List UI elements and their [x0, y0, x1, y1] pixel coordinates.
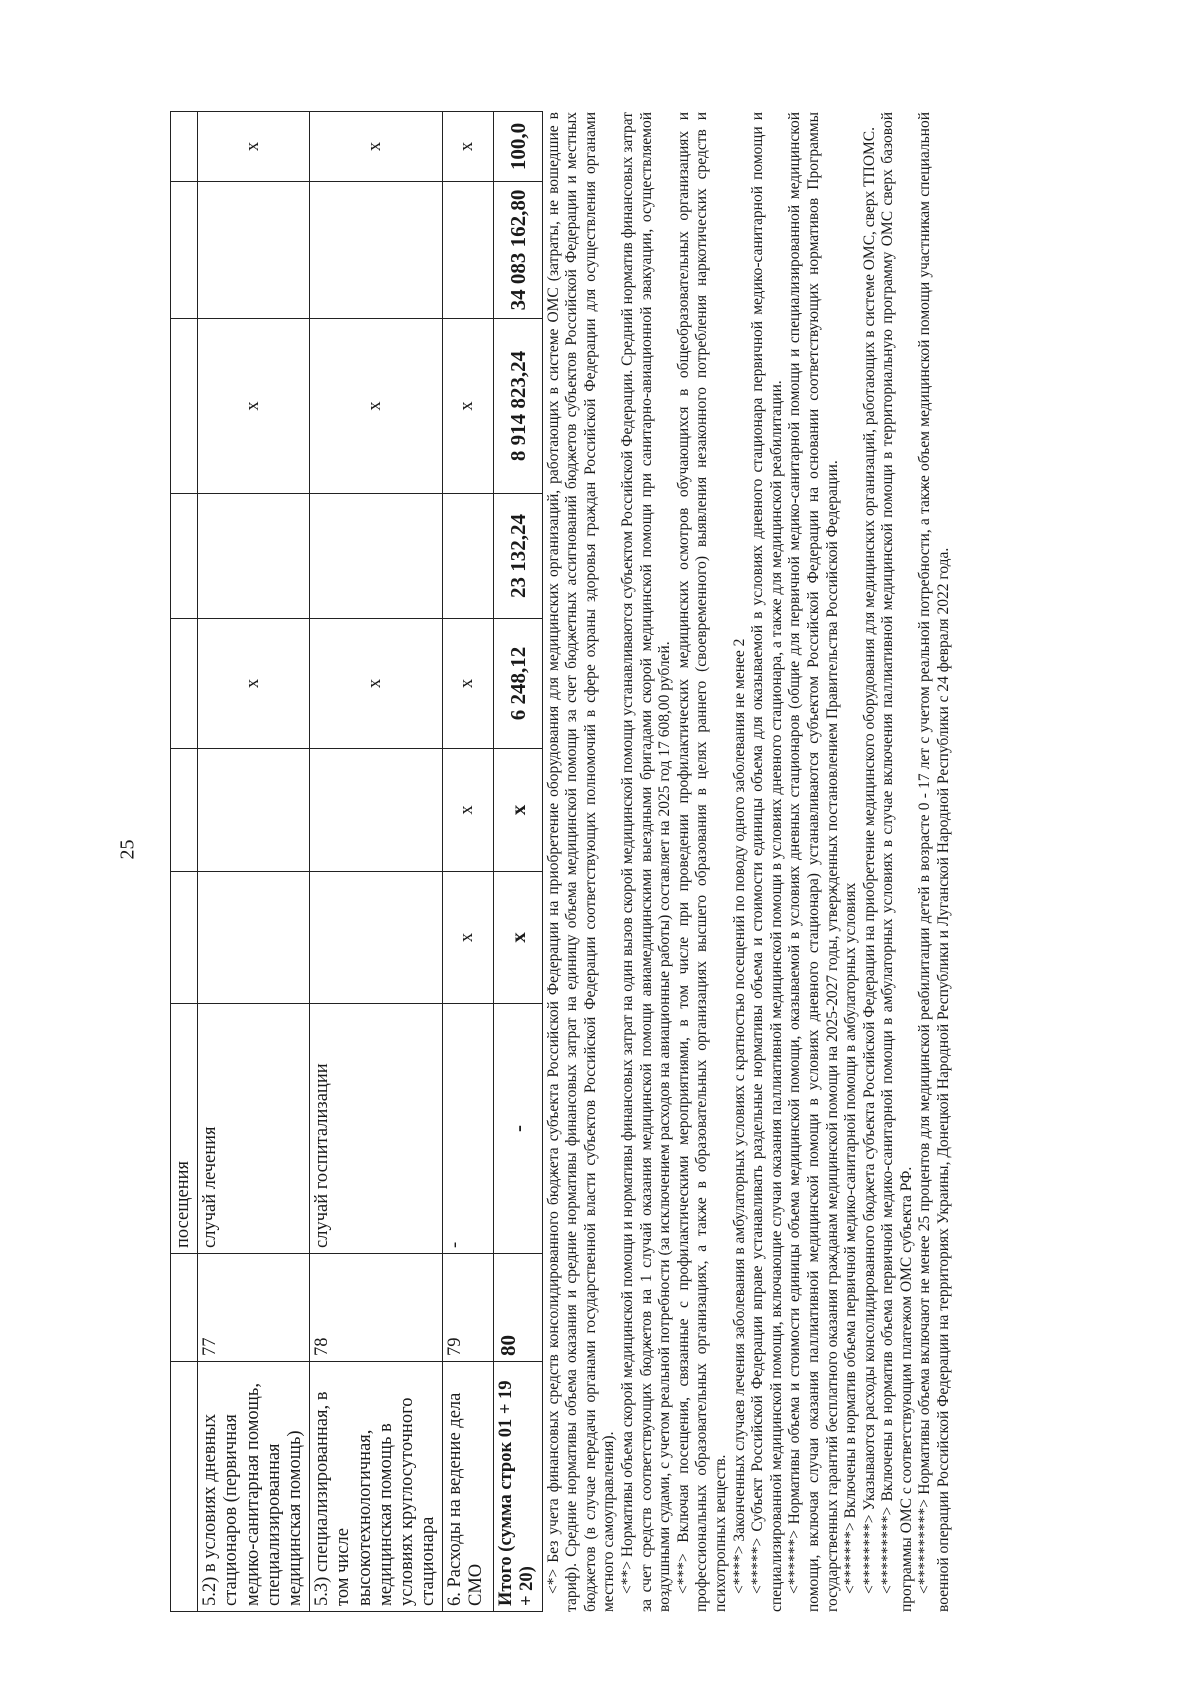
- footnote: <*> Без учета финансовых средств консолидированного бюджета субъекта Российской Федерации на приобретение оборудования для медицинских организаций, работающих в системе ОМС (затраты, не вошедшие в тариф). Средние нормативы объема оказания и средние нормативы финансовых затрат на единицу объема медицинской помощи за счет бюджетных ассигнований бюджетов субъектов Российской Федерации и местных бюджетов (в случае передачи органами государственной власти субъектов Российской Федерации соответствующих полномочий в сфере охраны здоровья граждан Российской Федерации для осуществления органами местного самоуправления).: [544, 112, 618, 1612]
- cell: [198, 872, 310, 1004]
- cell: [442, 182, 493, 319]
- row-unit: случай госпитализации: [310, 1004, 443, 1254]
- footnote: <***> Включая посещения, связанные с профилактическими мероприятиями, в том числе при проведении профилактических медицинских осмотров обучающихся в общеобразовательных организациях и профессиональных образовательных организациях, а также в образовательных организациях высшего образования в целях раннего (своевременного) выявления незаконного потребления наркотических средств и психотропных веществ.: [674, 112, 729, 1612]
- cell: х: [493, 872, 542, 1004]
- cell: х: [493, 749, 542, 872]
- row-number: 79: [442, 1254, 493, 1362]
- row-number: 77: [198, 1254, 310, 1362]
- row-name: Итого (сумма строк 01 + 19 + 20): [493, 1362, 542, 1612]
- page-number: 25: [116, 839, 139, 860]
- cell: х: [198, 319, 310, 494]
- cell: [442, 494, 493, 619]
- cell: 34 083 162,80: [493, 182, 542, 319]
- cell: 6 248,12: [493, 619, 542, 749]
- cell: х: [442, 619, 493, 749]
- financing-table: [170, 111, 543, 1612]
- header-fragment: посещения: [171, 1004, 198, 1254]
- cell: х: [198, 112, 310, 182]
- cell: 100,0: [493, 112, 542, 182]
- cell: х: [442, 112, 493, 182]
- cell: [310, 494, 443, 619]
- rotated-content: [170, 112, 1200, 1612]
- table-row: [442, 112, 493, 1612]
- cell: х: [310, 319, 443, 494]
- cell: 8 914 823,24: [493, 319, 542, 494]
- cell: х: [310, 619, 443, 749]
- footnote: <*********> Включены в норматив объема первичной медико-санитарной помощи в амбулаторных условиях в случае включения паллиативной медицинской помощи в территориальную программу ОМС сверх базовой программы ОМС с соответствующим платежом ОМС субъекта РФ.: [879, 112, 915, 1612]
- cell: [310, 182, 443, 319]
- cell: [310, 749, 443, 872]
- row-number: 80: [493, 1254, 542, 1362]
- cell: х: [198, 619, 310, 749]
- cell: х: [442, 749, 493, 872]
- table-row: [171, 112, 198, 1612]
- footnotes: [543, 112, 954, 1612]
- row-unit: -: [442, 1004, 493, 1254]
- footnote: <********> Указываются расходы консолидированного бюджета субъекта Российской Федерации на приобретение медицинского оборудования для медицинских организаций, работающих в системе ОМС, сверх ТПОМС.: [860, 126, 878, 1594]
- cell: [198, 182, 310, 319]
- footnote: <**> Нормативы объема скорой медицинской помощи и нормативы финансовых затрат на один вызов скорой медицинской помощи устанавливаются субъектом Российской Федерации. Средний норматив финансовых затрат за счет средств соответствующих бюджетов на 1 случай оказания медицинской помощи авиамедицинскими выездными бригадами скорой медицинской помощи при санитарно-авиационной эвакуации, осуществляемой воздушными судами, с учетом реальной потребности (за исключением расходов на авиационные работы) составляет на 2025 год 17 608,00 рублей.: [618, 112, 674, 1612]
- row-unit: -: [493, 1004, 542, 1254]
- footnote: <*****> Субъект Российской Федерации вправе устанавливать раздельные нормативы объема и стоимости единицы объема для оказываемой в условиях дневного стационара первичной медико-санитарной помощи и специализированной медицинской помощи, включающие случаи оказания паллиативной медицинской помощи в условиях дневного стационара, а также для медицинской реабилитации.: [749, 112, 785, 1612]
- cell: 23 132,24: [493, 494, 542, 619]
- row-name: 5.3) специализированная, в том числе высокотехнологичная, медицинская помощь в условиях круглосуточного стационара: [310, 1362, 443, 1612]
- cell: [310, 872, 443, 1004]
- table-row: [198, 112, 310, 1612]
- footnote: <****> Законченных случаев лечения заболевания в амбулаторных условиях с кратностью посещений по поводу одного заболевания не менее 2: [730, 638, 748, 1594]
- table-row-total: [493, 112, 542, 1612]
- cell: х: [442, 872, 493, 1004]
- row-name: 5.2) в условиях дневных стационаров (первичная медико-санитарная помощь, специализированная медицинская помощь): [198, 1362, 310, 1612]
- row-unit: случай лечения: [198, 1004, 310, 1254]
- row-name: 6. Расходы на ведение дела СМО: [442, 1362, 493, 1612]
- cell: [198, 494, 310, 619]
- table-row: [310, 112, 443, 1612]
- footnote: <**********> Нормативы объема включают не менее 25 процентов для медицинской реабилитации детей в возрасте 0 - 17 лет с учетом реальной потребности, а также объем медицинской помощи участникам специальной военной операции Российской Федерации на территориях Украины, Донецкой Народной Республики и Луганской Народной Республики с 24 февраля 2022 года.: [916, 112, 953, 1612]
- row-number: 78: [310, 1254, 443, 1362]
- footnote: <*******> Включены в норматив объема первичной медико-санитарной помощи в амбулаторных условиях: [842, 882, 860, 1594]
- cell: х: [310, 112, 443, 182]
- cell: х: [442, 319, 493, 494]
- footnote: <******> Нормативы объема и стоимости единицы объема медицинской помощи, оказываемой в условиях дневных стационаров (общие для первичной медико-санитарной помощи и специализированной медицинской помощи, включая случаи оказания паллиативной медицинской помощи в условиях дневного стационара) устанавливаются субъектом Российской Федерации на основании соответствующих нормативов Программы государственных гарантий бесплатного оказания гражданам медицинской помощи на 2025-2027 годы, утвержденных постановлением Правительства Российской Федерации.: [786, 112, 841, 1612]
- cell: [198, 749, 310, 872]
